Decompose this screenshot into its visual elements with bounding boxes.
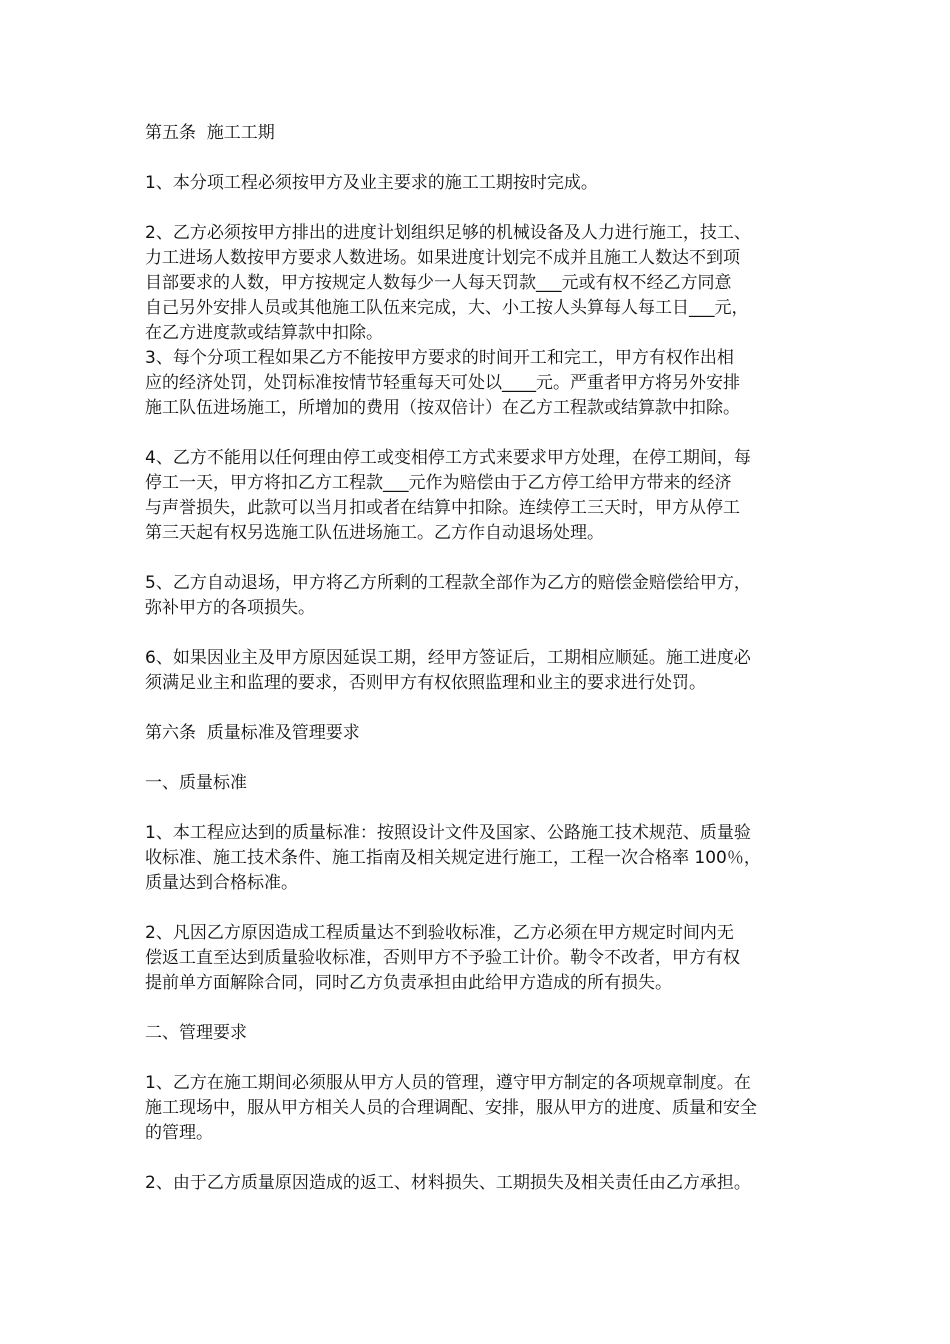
text-line: 1、乙方在施工期间必须服从甲方人员的管理，遵守甲方制定的各项规章制度。在 xyxy=(145,1073,751,1093)
text-line: 停工一天，甲方将扣乙方工程款___元作为赔偿由于乙方停工给甲方带来的经济 xyxy=(145,473,732,493)
text-line: 收标准、施工技术条件、施工指南及相关规定进行施工，工程一次合格率 100％， xyxy=(145,848,761,868)
text-line: 4、乙方不能用以任何理由停工或变相停工方式来要求甲方处理，在停工期间，每 xyxy=(145,448,751,468)
text-line: 弥补甲方的各项损失。 xyxy=(145,598,315,618)
subsection-title: 一、质量标准 xyxy=(145,773,247,793)
text-line: 力工进场人数按甲方要求人数进场。如果进度计划完不成并且施工人数达不到项 xyxy=(145,248,740,268)
paragraph xyxy=(145,921,815,996)
text-line: 在乙方进度款或结算款中扣除。 xyxy=(145,323,383,343)
section-title: 第六条 质量标准及管理要求 xyxy=(145,723,360,743)
paragraph xyxy=(145,571,815,621)
text-line: 与声誉损失，此款可以当月扣或者在结算中扣除。连续停工三天时，甲方从停工 xyxy=(145,498,740,518)
paragraph xyxy=(145,821,815,896)
text-line: 施工现场中，服从甲方相关人员的合理调配、安排，服从甲方的进度、质量和安全 xyxy=(145,1098,757,1118)
text-line: 应的经济处罚，处罚标准按情节轻重每天可处以____元。严重者甲方将另外安排 xyxy=(145,373,740,393)
text-line: 施工队伍进场施工，所增加的费用（按双倍计）在乙方工程款或结算款中扣除。 xyxy=(145,398,740,418)
document-body xyxy=(145,121,815,1196)
paragraph xyxy=(145,446,815,546)
paragraph xyxy=(145,646,815,696)
paragraph xyxy=(145,1171,815,1196)
paragraph xyxy=(145,221,815,346)
text-line: 提前单方面解除合同，同时乙方负责承担由此给甲方造成的所有损失。 xyxy=(145,973,672,993)
text-line: 目部要求的人数，甲方按规定人数每少一人每天罚款___元或有权不经乙方同意 xyxy=(145,273,732,293)
text-line: 须满足业主和监理的要求，否则甲方有权依照监理和业主的要求进行处罚。 xyxy=(145,673,706,693)
text-line: 1、本工程应达到的质量标准：按照设计文件及国家、公路施工技术规范、质量验 xyxy=(145,823,751,843)
text-line: 3、每个分项工程如果乙方不能按甲方要求的时间开工和完工，甲方有权作出相 xyxy=(145,348,734,368)
subsection-title: 二、管理要求 xyxy=(145,1023,247,1043)
text-line: 2、凡因乙方原因造成工程质量达不到验收标准，乙方必须在甲方规定时间内无 xyxy=(145,923,734,943)
paragraph xyxy=(145,346,815,421)
text-line: 6、如果因业主及甲方原因延误工期，经甲方签证后，工期相应顺延。施工进度必 xyxy=(145,648,751,668)
text-line: 2、由于乙方质量原因造成的返工、材料损失、工期损失及相关责任由乙方承担。 xyxy=(145,1173,751,1193)
section-title: 第五条 施工工期 xyxy=(145,123,275,143)
text-line: 自己另外安排人员或其他施工队伍来完成，大、小工按人头算每人每工日___元， xyxy=(145,298,749,318)
text-line: 5、乙方自动退场，甲方将乙方所剩的工程款全部作为乙方的赔偿金赔偿给甲方， xyxy=(145,573,751,593)
text-line: 质量达到合格标准。 xyxy=(145,873,298,893)
paragraph xyxy=(145,1071,815,1146)
paragraph xyxy=(145,171,815,196)
text-line: 偿返工直至达到质量验收标准，否则甲方不予验工计价。勒令不改者，甲方有权 xyxy=(145,948,740,968)
text-line: 1、本分项工程必须按甲方及业主要求的施工工期按时完成。 xyxy=(145,173,598,193)
text-line: 第三天起有权另选施工队伍进场施工。乙方作自动退场处理。 xyxy=(145,523,604,543)
text-line: 的管理。 xyxy=(145,1123,213,1143)
text-line: 2、乙方必须按甲方排出的进度计划组织足够的机械设备及人力进行施工，技工、 xyxy=(145,223,751,243)
